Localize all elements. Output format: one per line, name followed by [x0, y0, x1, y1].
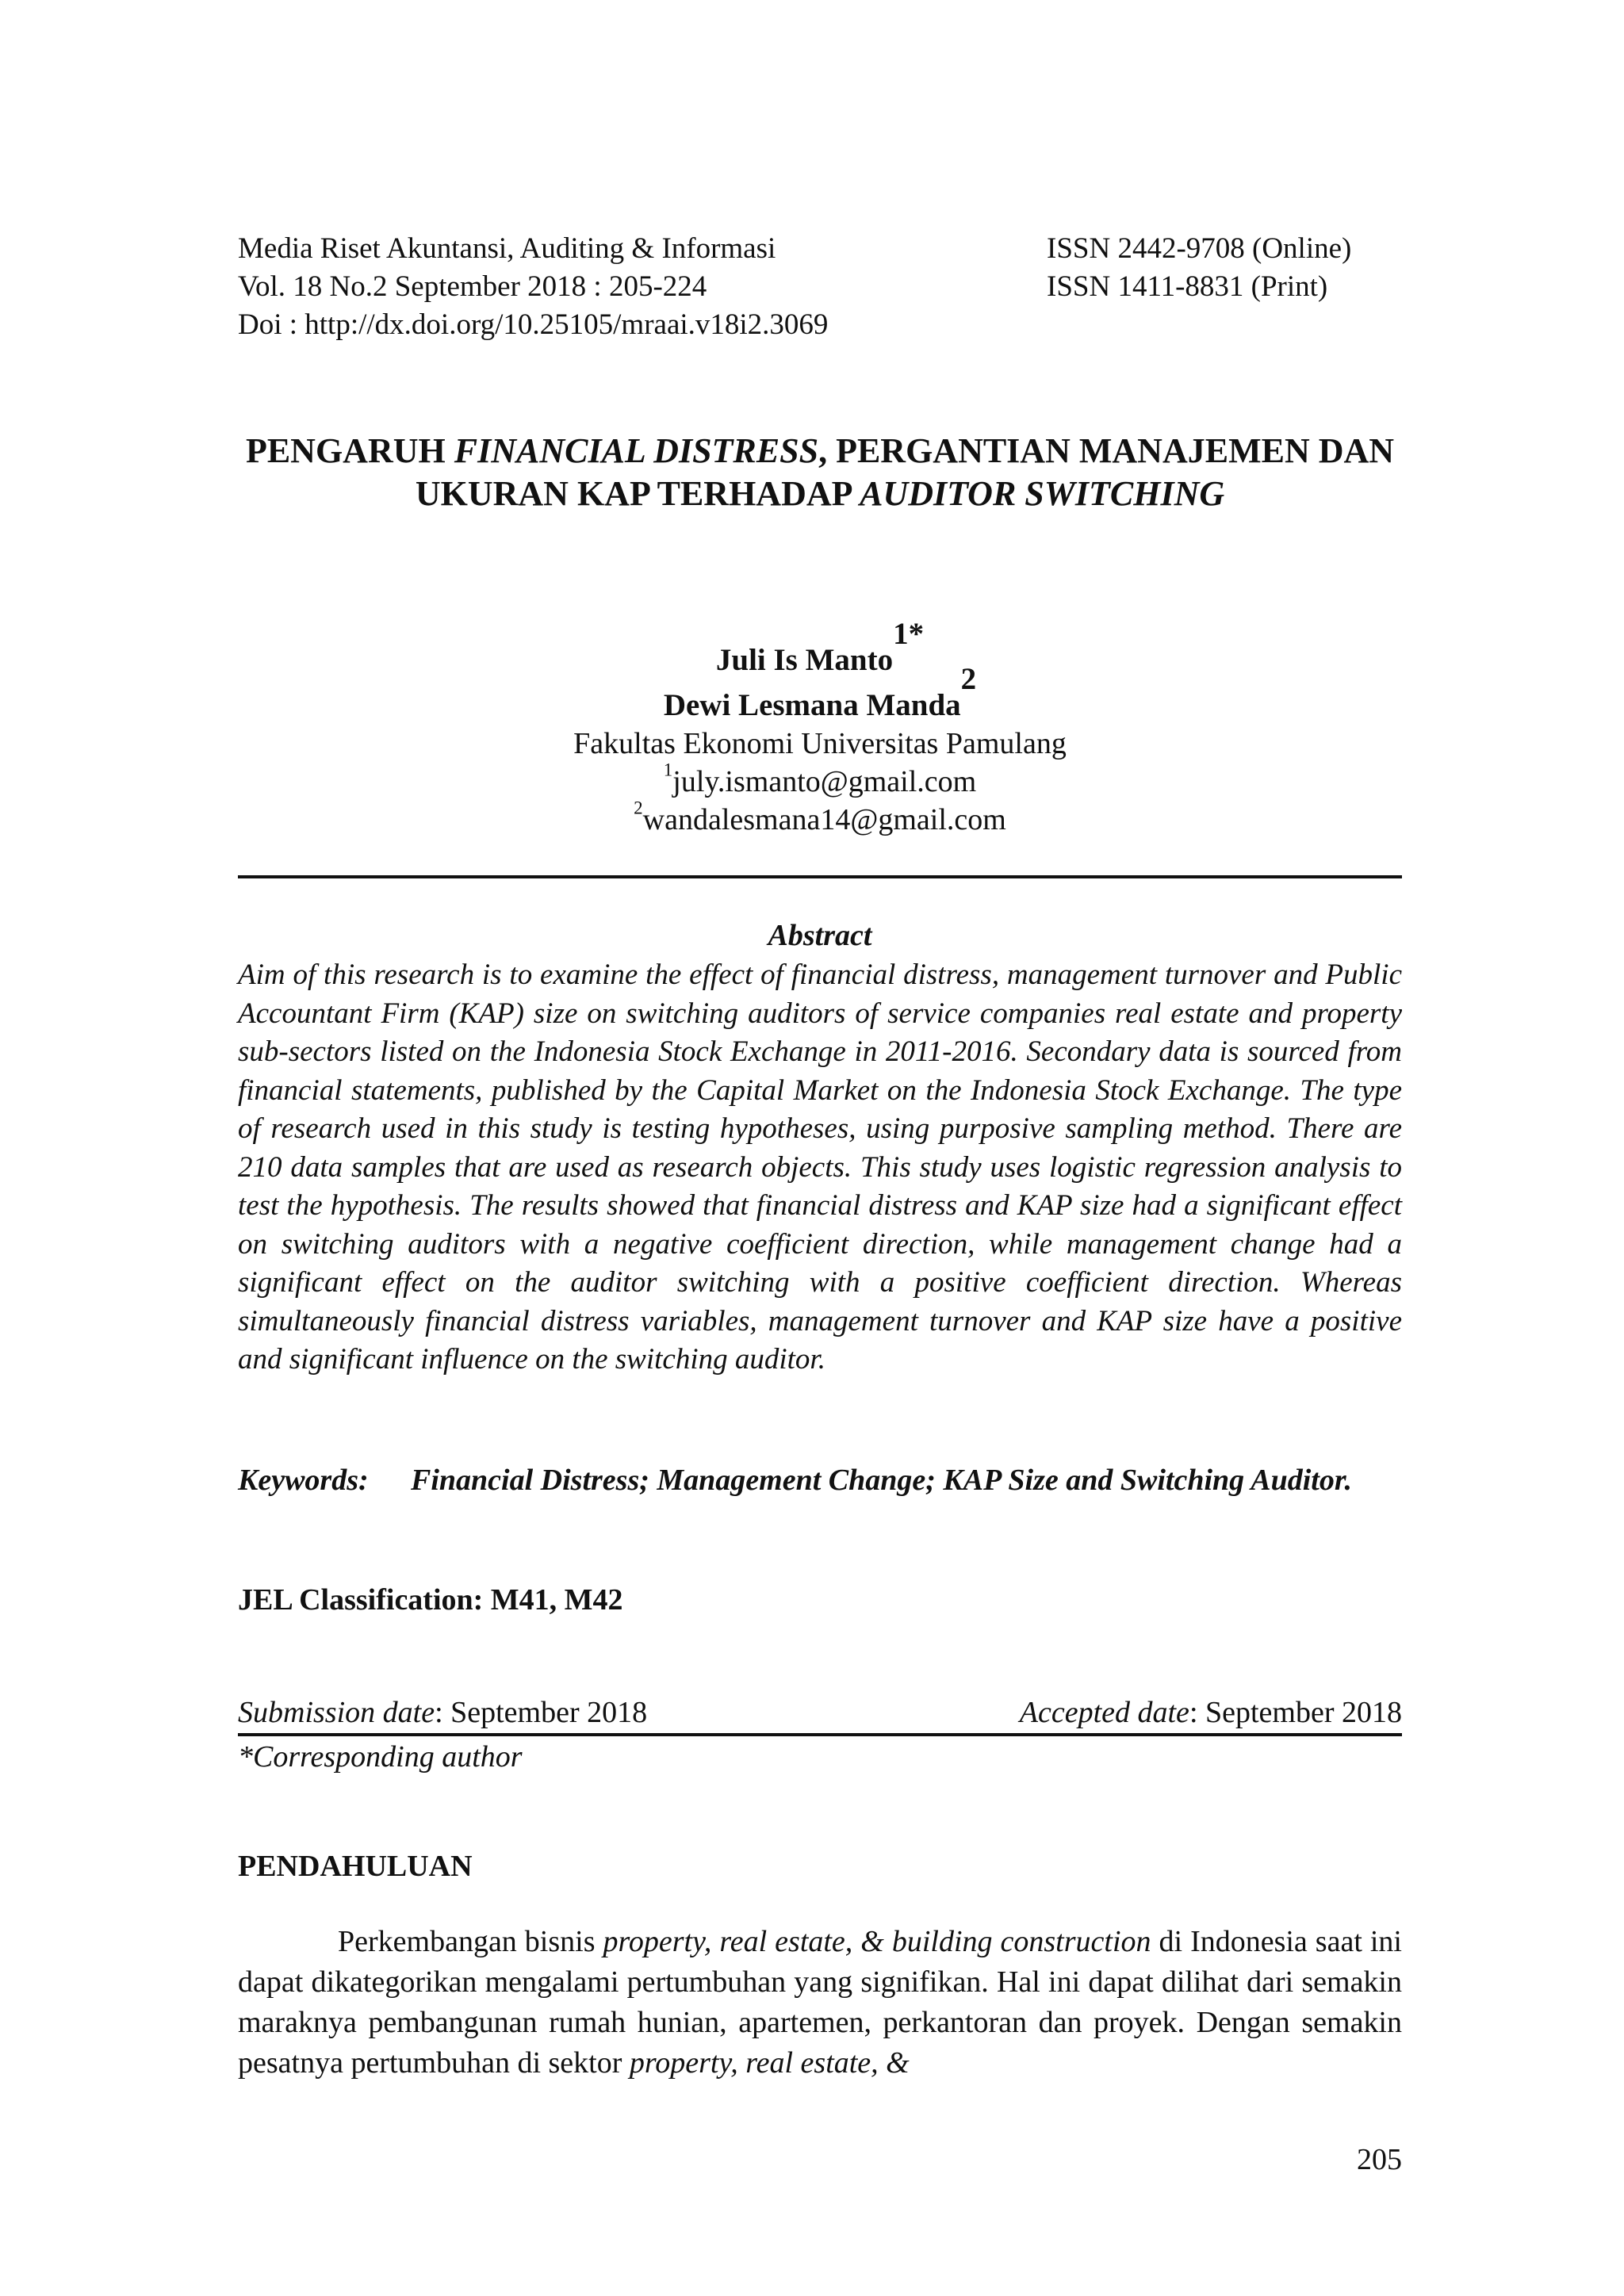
- journal-doi: Doi : http://dx.doi.org/10.25105/mraai.v18i2.3069: [238, 308, 829, 341]
- author-1-marker: 1*: [893, 617, 925, 651]
- intro-text-c: di Indonesia saat ini dapat dikategorikan mengalami pertumbuhan yang signifikan. Hal ini dapat dilihat dari semakin maraknya pembangunan rumah hunian, apartemen, perkantoran dan proyek. Dengan semakin pesatnya pertumbuhan di sektor: [238, 1925, 1402, 2080]
- header-issn-info: [1047, 230, 1351, 306]
- submission-date: [238, 1693, 647, 1732]
- issn-online: ISSN 2442-9708 (Online): [1047, 232, 1352, 265]
- email-1: [238, 760, 1402, 801]
- keywords-text: Financial Distress; Management Change; KAP Size and Switching Auditor.: [411, 1464, 1353, 1497]
- accepted-date-value: : September 2018: [1189, 1696, 1402, 1729]
- author-2: [238, 662, 1402, 725]
- author-1-name: Juli Is Manto: [715, 643, 894, 678]
- author-block: [238, 617, 1402, 839]
- jel-classification: JEL Classification: M41, M42: [238, 1583, 623, 1617]
- title-part-2: FINANCIAL DISTRESS: [454, 431, 819, 470]
- intro-text-a: Perkembangan bisnis: [338, 1925, 603, 1958]
- title-part-1: PENGARUH: [245, 431, 454, 470]
- title-part-3: , PERGANTIAN MANAJEMEN DAN UKURAN KAP TERHADAP: [415, 431, 1395, 513]
- section-heading: PENDAHULUAN: [238, 1850, 473, 1883]
- abstract-top-rule: [238, 875, 1402, 878]
- page-number: 205: [1357, 2143, 1402, 2176]
- submission-date-label: Submission date: [238, 1696, 435, 1729]
- intro-text-d: property, real estate, &: [629, 2046, 910, 2080]
- email-2: [238, 798, 1402, 839]
- corresponding-author-note: *Corresponding author: [238, 1740, 523, 1774]
- author-2-marker: 2: [960, 662, 977, 697]
- accepted-date-label: Accepted date: [1019, 1696, 1189, 1729]
- paper-title: [238, 430, 1402, 515]
- abstract-heading: Abstract: [768, 919, 872, 952]
- header-journal-info: [238, 230, 828, 344]
- dates-bottom-rule: [238, 1733, 1402, 1736]
- abstract-text: Aim of this research is to examine the effect of financial distress, management turnover and Public Accountant Firm (KAP) size on switching auditors of service companies real estate and property sub-sectors listed on the Indonesia Stock Exchange in 2011-2016. Secondary data is sourced from financial statements, published by the Capital Market on the Indonesia Stock Exchange. The type of research used in this study is testing hypotheses, using purposive sampling method. There are 210 data samples that are used as research objects. This study uses logistic regression analysis to test the hypothesis. The results showed that financial distress and KAP size had a significant effect on switching auditors with a negative coefficient direction, while management change had a significant effect on the auditor switching with a positive coefficient direction. Whereas simultaneously financial distress variables, management turnover and KAP size have a positive and significant influence on the switching auditor.: [238, 959, 1402, 1376]
- journal-name: Media Riset Akuntansi, Auditing & Informasi: [238, 232, 776, 265]
- issn-print: ISSN 1411-8831 (Print): [1047, 270, 1328, 303]
- email-1-marker: 1: [663, 760, 673, 780]
- email-2-marker: 2: [634, 798, 643, 818]
- author-2-name: Dewi Lesmana Manda: [663, 688, 961, 723]
- affiliation: Fakultas Ekonomi Universitas Pamulang: [573, 727, 1067, 761]
- intro-paragraph: [238, 1922, 1402, 2084]
- accepted-date: [1020, 1693, 1402, 1732]
- keywords-label: Keywords:: [238, 1464, 369, 1497]
- email-1-address: july.ismanto@gmail.com: [672, 765, 977, 799]
- intro-text-b: property, real estate, & building construction: [603, 1925, 1151, 1958]
- title-part-4: AUDITOR SWITCHING: [860, 474, 1225, 513]
- author-1: [238, 617, 1402, 679]
- journal-volume: Vol. 18 No.2 September 2018 : 205-224: [238, 270, 707, 303]
- email-2-address: wandalesmana14@gmail.com: [642, 803, 1006, 837]
- submission-date-value: : September 2018: [435, 1696, 648, 1729]
